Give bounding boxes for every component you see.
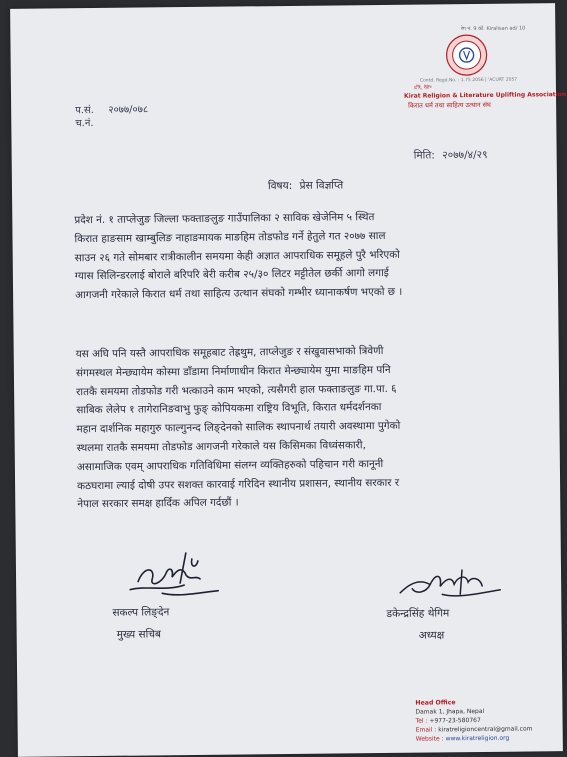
head-office-heading: Head Office (415, 697, 532, 707)
president-signature (396, 564, 506, 605)
letterhead (385, 25, 525, 34)
tel-label: Tel : (416, 718, 428, 725)
association-name-nepali: किरात धर्म तथा साहित्य उत्थान संघ (408, 100, 491, 110)
tel-value: +977-23-580767 (429, 717, 480, 725)
reference-numbers (75, 103, 148, 130)
signatory-title: मुख्य सचिब (117, 627, 161, 641)
reference-row (75, 103, 148, 117)
registration-line: Contd. Regd.No. : 1.75 2056 | 'ACURT 2057 (420, 78, 517, 84)
letter-sheet (10, 3, 563, 757)
association-name-english: Kirat Religion & Literature Uplifting Association (404, 91, 566, 100)
date-value: २०७७/४/२९ (442, 149, 487, 161)
subject-label: विषय: (268, 180, 292, 192)
website-label: Website : (416, 735, 444, 742)
reference-key: प.सं. (75, 104, 105, 117)
chief-secretary-signature (126, 545, 227, 602)
letterhead-top-line: रेग नं. 9 को. Kiralisan ad/ 10 (385, 25, 525, 32)
body-paragraph: यस अघि पनि यस्तै आपराधिक समूहबाट तेह्रथुम, ताप्लेजुङ र संखुवासभाको त्रिवेणी संगमस्थल मेन्छ्यायेम कोस्मा डाँडामा निर्माणाधीन किरात मेन्छ्यायेम युमा माङहिम पनि रातकै समयमा तोडफोड गरी भत्काउने काम भएको, त्यसैगरी हाल फक्ताङलुङ गा.पा. ६ साबिक लेलेप १ तागेरानिङवाभु फुङ् कोपियकमा राष्ट्रिय विभूति, किरात धर्मदर्शनका महान दार्शनिक महागुरु फाल्गुनन्द लिङ्देनको सालिक स्थापनार्थ तयारी अवस्थामा पुगेको स्थलमा रातकै समयमा तोडफोड आगजनी गरेकाले यस किसिमका विध्वंसकारी, असामाजिक एवम् आपराधिक गतिविधिमा संलग्न व्यक्तिहरुको पहिचान गरी कानूनी कठघरामा ल्याई दोषी उपर सशक्त कारवाई गरिदिन स्थानीय प्रशासन, स्थानीय सरकार र नेपाल सरकार समक्ष हार्दिक अपिल गर्दछौं । (76, 341, 518, 515)
email-label: Email : (416, 726, 437, 733)
date-label: मिति: (414, 149, 435, 161)
email-value: kiratreligioncentral@gmail.com (438, 725, 532, 733)
website-value: www.kiratreligion.org (446, 735, 510, 743)
signatory-title: अध्यक्ष (419, 628, 445, 642)
head-office-address: Damak 1, Jhapa, Nepal (415, 706, 532, 716)
letter-subject (268, 178, 343, 193)
body-paragraph: प्रदेश नं. १ ताप्लेजुङ जिल्ला फक्ताङलुङ गाउँपालिका २ साविक खेजेनिम ५ स्थित किरात हाङसाम खाम्बुलिङ नाहाङमायक माङहिम तोडफोड गर्ने हेतुले गत २०७७ साल साउन २६ गते सोमबार रात्रीकालीन समयमा केही अज्ञात आपराधिक समूहले पुरै भरिएको ग्यास सिलिन्डरलाई बोराले बरिपरि बेरी करीब २५/३० लिटर मट्टीतेल छर्की आगो लगाई आगजनी गरेकाले किरात धर्म तथा साहित्य उत्थान संघको गम्भीर ध्यानाकर्षण भएको छ । (74, 207, 515, 306)
reference-value: २०७७/०७८ (108, 104, 148, 115)
association-name-script: ᤂᤡᤖᤠᤳ ᤔᤠᤙᤠᤰ (414, 84, 432, 90)
signatory-name: सकल्प लिङ्देन (112, 605, 169, 620)
reference-row (75, 116, 148, 130)
letter-date (414, 148, 488, 163)
signatory-name: डकेन्द्रसिंह थेगिम (386, 606, 449, 621)
subject-value: प्रेस विज्ञप्ति (300, 179, 344, 191)
head-office-footer (415, 697, 532, 743)
reference-key: च.नं. (75, 117, 105, 130)
association-seal-logo (445, 34, 487, 76)
footer-website (416, 733, 533, 743)
